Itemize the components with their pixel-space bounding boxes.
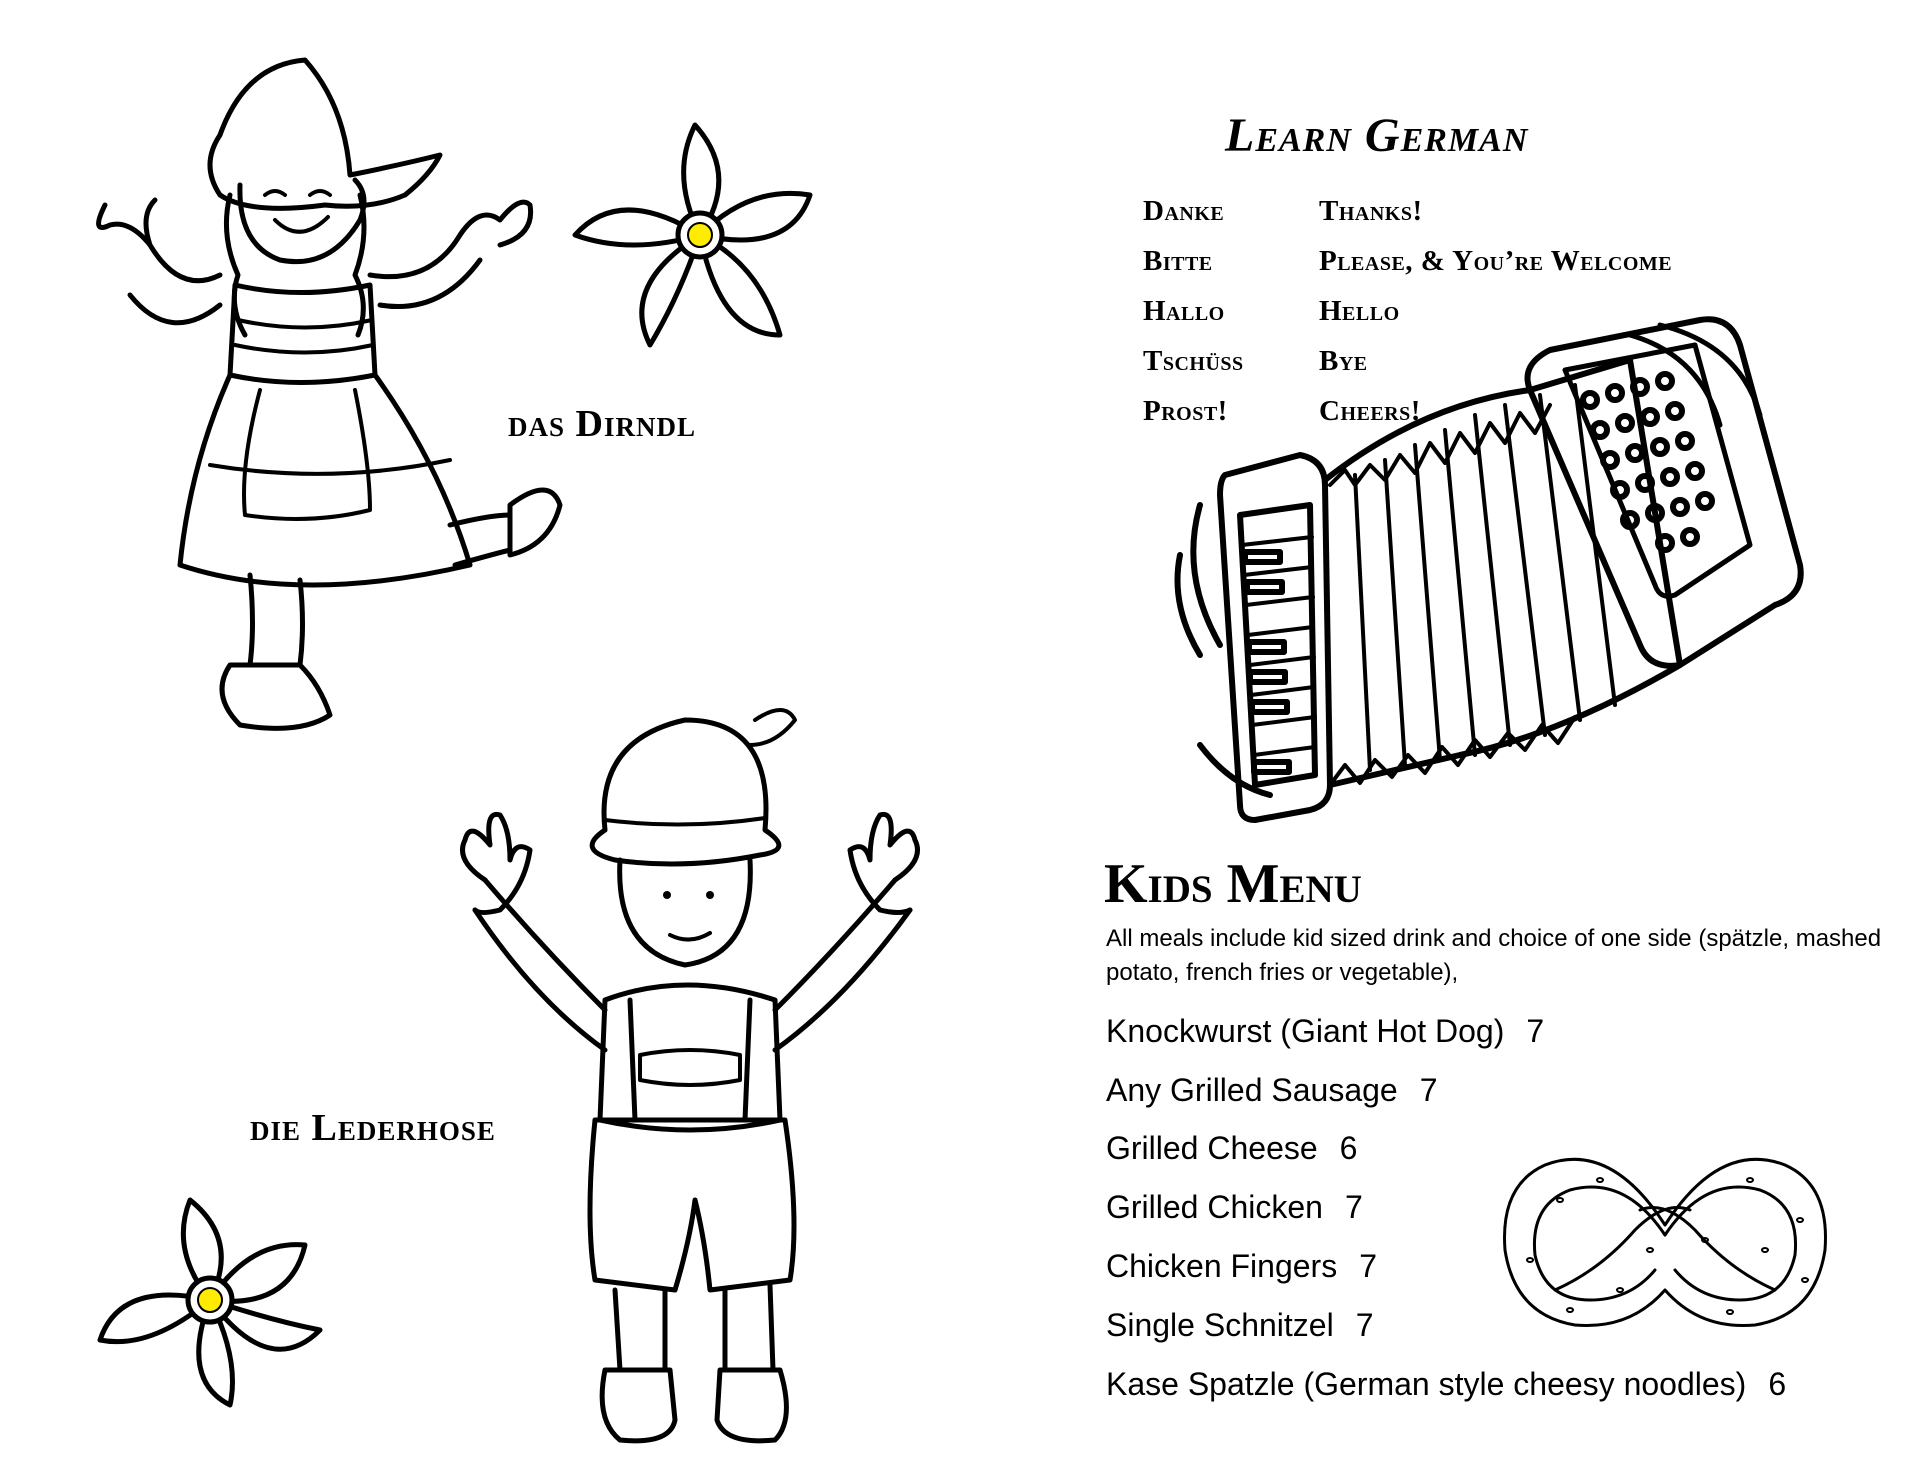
edelweiss-flower-icon [90,1190,330,1410]
english-translation: Bye [1319,344,1368,377]
vocab-row [1143,236,1672,286]
kids-menu-note: All meals include kid sized drink and choice of one side (spätzle, mashed potato, french fries or vegetable), [1106,925,1882,986]
menu-item-price: 7 [1359,1248,1377,1285]
menu-item-name: Kase Spatzle (German style cheesy noodles) [1106,1365,1747,1402]
pretzel-illustration [1500,1140,1830,1345]
lederhose-caption: die Lederhose [250,1107,496,1149]
german-word: Tschüss [1143,344,1244,377]
menu-item-name: Single Schnitzel [1106,1306,1334,1343]
menu-item [1106,1355,1786,1414]
menu-item [1106,1002,1786,1061]
menu-item-price: 6 [1339,1130,1358,1167]
menu-item-name: Knockwurst (Giant Hot Dog) [1106,1012,1505,1049]
edelweiss-flower-icon [570,120,830,350]
menu-item-name: Grilled Cheese [1106,1130,1318,1167]
menu-item-price: 7 [1419,1071,1438,1108]
menu-item [1106,1061,1786,1120]
german-word: Hallo [1143,294,1225,327]
learn-german-title: Learn German [1225,109,1529,162]
german-word: Bitte [1143,244,1213,277]
english-translation: Hello [1319,294,1400,327]
menu-item-price: 7 [1355,1306,1374,1343]
english-translation: Please, & You’re Welcome [1319,244,1673,277]
english-translation: Thanks! [1319,194,1423,227]
accordion-illustration [1160,315,1840,835]
menu-item-name: Any Grilled Sausage [1106,1071,1398,1108]
menu-item-price: 6 [1768,1365,1787,1402]
dirndl-caption: das Dirndl [508,403,696,445]
german-word: Danke [1143,194,1225,227]
menu-item-price: 7 [1344,1189,1363,1226]
menu-item-name: Grilled Chicken [1106,1189,1323,1226]
menu-item-price: 7 [1526,1012,1545,1049]
kids-menu-title: Kids Menu [1104,853,1362,915]
boy-in-lederhose-illustration [455,700,1015,1460]
english-translation: Cheers! [1319,394,1421,427]
german-word: Prost! [1143,394,1228,427]
menu-item-name: Chicken Fingers [1106,1248,1338,1285]
vocab-row [1143,186,1672,236]
